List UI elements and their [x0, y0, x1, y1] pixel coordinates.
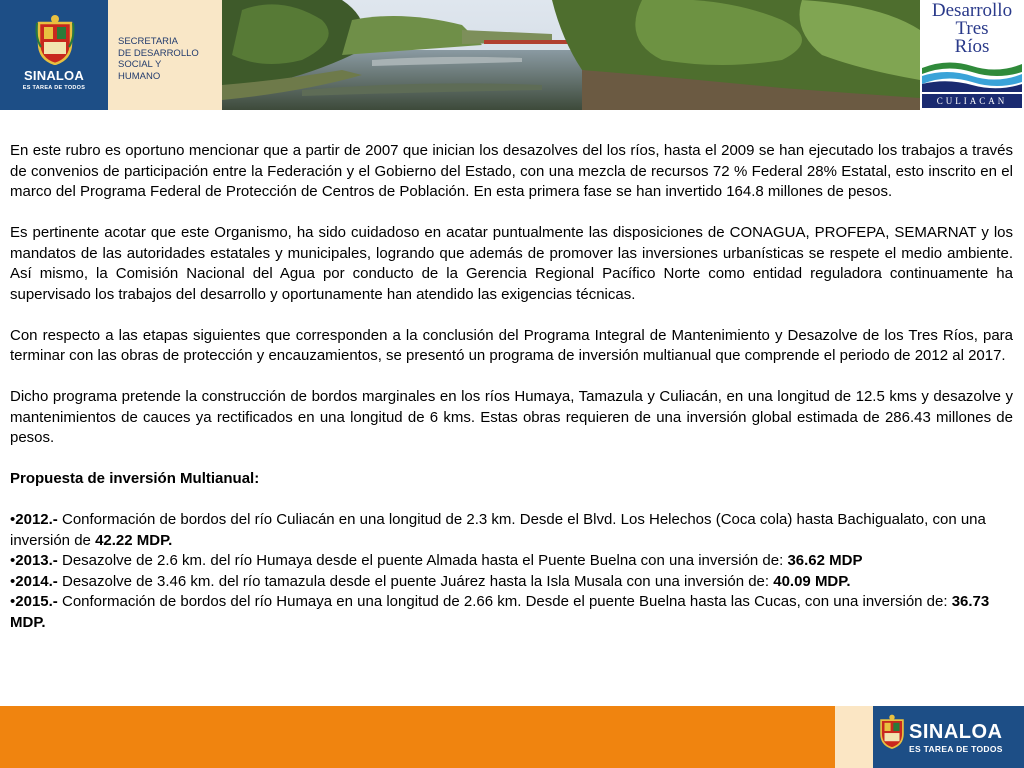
bullet-amount: 36.73 MDP. [10, 593, 990, 631]
bullet-marker: • [10, 552, 16, 569]
bullet-amount: 40.09 MDP. [773, 572, 851, 590]
page-header [0, 0, 1024, 110]
paragraph: Es pertinente acotar que este Organismo, ha sido cuidadoso en acatar puntualmente las disposiciones de CONAGUA, PROFEPA, SEMARNAT y los mandatos de las autoridades estatales y municipales, logrando que además de promover las inversiones urbanísticas se respete el medio ambiente. Así mismo, la Comisión Nacional del Agua por conducto de la Gerencia Regional Pacífico Norte como entidad reguladora continuamente ha supervisado los trabajos del desarrollo y oportunamente han atendido las exigencias técnicas. [10, 224, 1013, 303]
bullet-year: 2014.- [15, 572, 58, 590]
bullet-marker: • [10, 572, 16, 590]
bullet-text: Conformación de bordos del río Culiacán en una longitud de 2.3 km. Desde el Blvd. Los Helechos (Coca cola) hasta Bachigualato, con una inversión de [10, 511, 986, 549]
footer-sinaloa-logo [873, 706, 1024, 768]
dtr-wordmark [924, 2, 1020, 56]
sinaloa-wordmark: SINALOA [24, 68, 84, 83]
bullet-year: 2012.- [15, 511, 58, 528]
bullet-text: Conformación de bordos del río Humaya en una longitud de 2.66 km. Desde el puente Buelna hasta las Cucas, con una inversión de: [57, 593, 952, 610]
list-item [10, 592, 1013, 633]
footer-bar [0, 706, 835, 768]
bullet-text: Desazolve de 2.6 km. del río Humaya desde el puente Almada hasta el Puente Buelna con una inversión de: [57, 552, 788, 569]
dtr-line: Desarrollo [931, 0, 1013, 21]
paragraph: Dicho programa pretende la construcción de bordos marginales en los ríos Humaya, Tamazula y Culiacán, en una longitud de 12.5 kms y desazolve y mantenimientos de cauces ya rectificados en una longitud de 6 kms. Estas obras requieren de una inversión global estimada de 286.43 millones de pesos. [10, 388, 1013, 446]
dtr-city: CULIACAN [922, 94, 1022, 108]
bullet-year: 2013.- [15, 552, 58, 569]
secretaria-line: DE DESARROLLO [118, 47, 199, 59]
bullet-amount: 42.22 MDP. [95, 531, 173, 549]
list-item [10, 551, 1013, 572]
secretaria-line: SOCIAL Y [118, 59, 162, 70]
sinaloa-crest-icon [877, 711, 907, 751]
list-item [10, 510, 1013, 551]
paragraph: En este rubro es oportuno mencionar que a partir de 2007 que inician los desazolves del los ríos, hasta el 2009 se han ejecutado los trabajos a través de convenios de participación entre la Federación y el Gobierno del Estado, con una mezcla de recursos 72 % Federal 28% Estatal, esto inscrito en el marco del Programa Federal de Protección de Centros de Población. En esta primera fase se han invertido 164.8 millones de pesos. [10, 142, 1013, 200]
footer-divider [835, 706, 873, 768]
secretaria-line: SECRETARIA [118, 36, 179, 47]
proposal-heading: Propuesta de inversión Multianual: [10, 470, 260, 487]
bullet-marker: • [10, 593, 16, 610]
secretaria-line: HUMANO [118, 70, 161, 82]
footer-sinaloa-slogan: ES TAREA DE TODOS [909, 744, 1003, 754]
waves-icon [922, 58, 1022, 92]
secretaria-logo [108, 0, 222, 110]
list-item [10, 572, 1013, 593]
bullet-text: Desazolve de 3.46 km. del río tamazula desde el puente Juárez hasta la Isla Musala con una inversión de: [57, 572, 774, 590]
sinaloa-slogan: ES TAREA DE TODOS [22, 85, 86, 91]
river-photo [222, 0, 920, 110]
dtr-line: Tres [955, 18, 989, 39]
footer-sinaloa-wordmark: SINALOA [909, 721, 1003, 743]
bullet-amount: 36.62 MDP [787, 552, 863, 569]
desarrollo-tres-rios-logo [920, 0, 1024, 110]
paragraph: Con respecto a las etapas siguientes que corresponden a la conclusión del Programa Integral de Mantenimiento y Desazolve de los Tres Ríos, para terminar con las obras de protección y encauzamientos, se presentó un programa de inversión multianual que comprende el periodo de 2012 al 2017. [10, 326, 1013, 364]
bullet-year: 2015.- [15, 593, 58, 610]
document-body [10, 141, 1013, 633]
bullet-marker: • [10, 511, 16, 528]
dtr-line: Ríos [954, 36, 990, 57]
sinaloa-crest-icon [33, 13, 77, 65]
secretaria-name [118, 36, 218, 82]
sinaloa-logo [0, 0, 108, 110]
